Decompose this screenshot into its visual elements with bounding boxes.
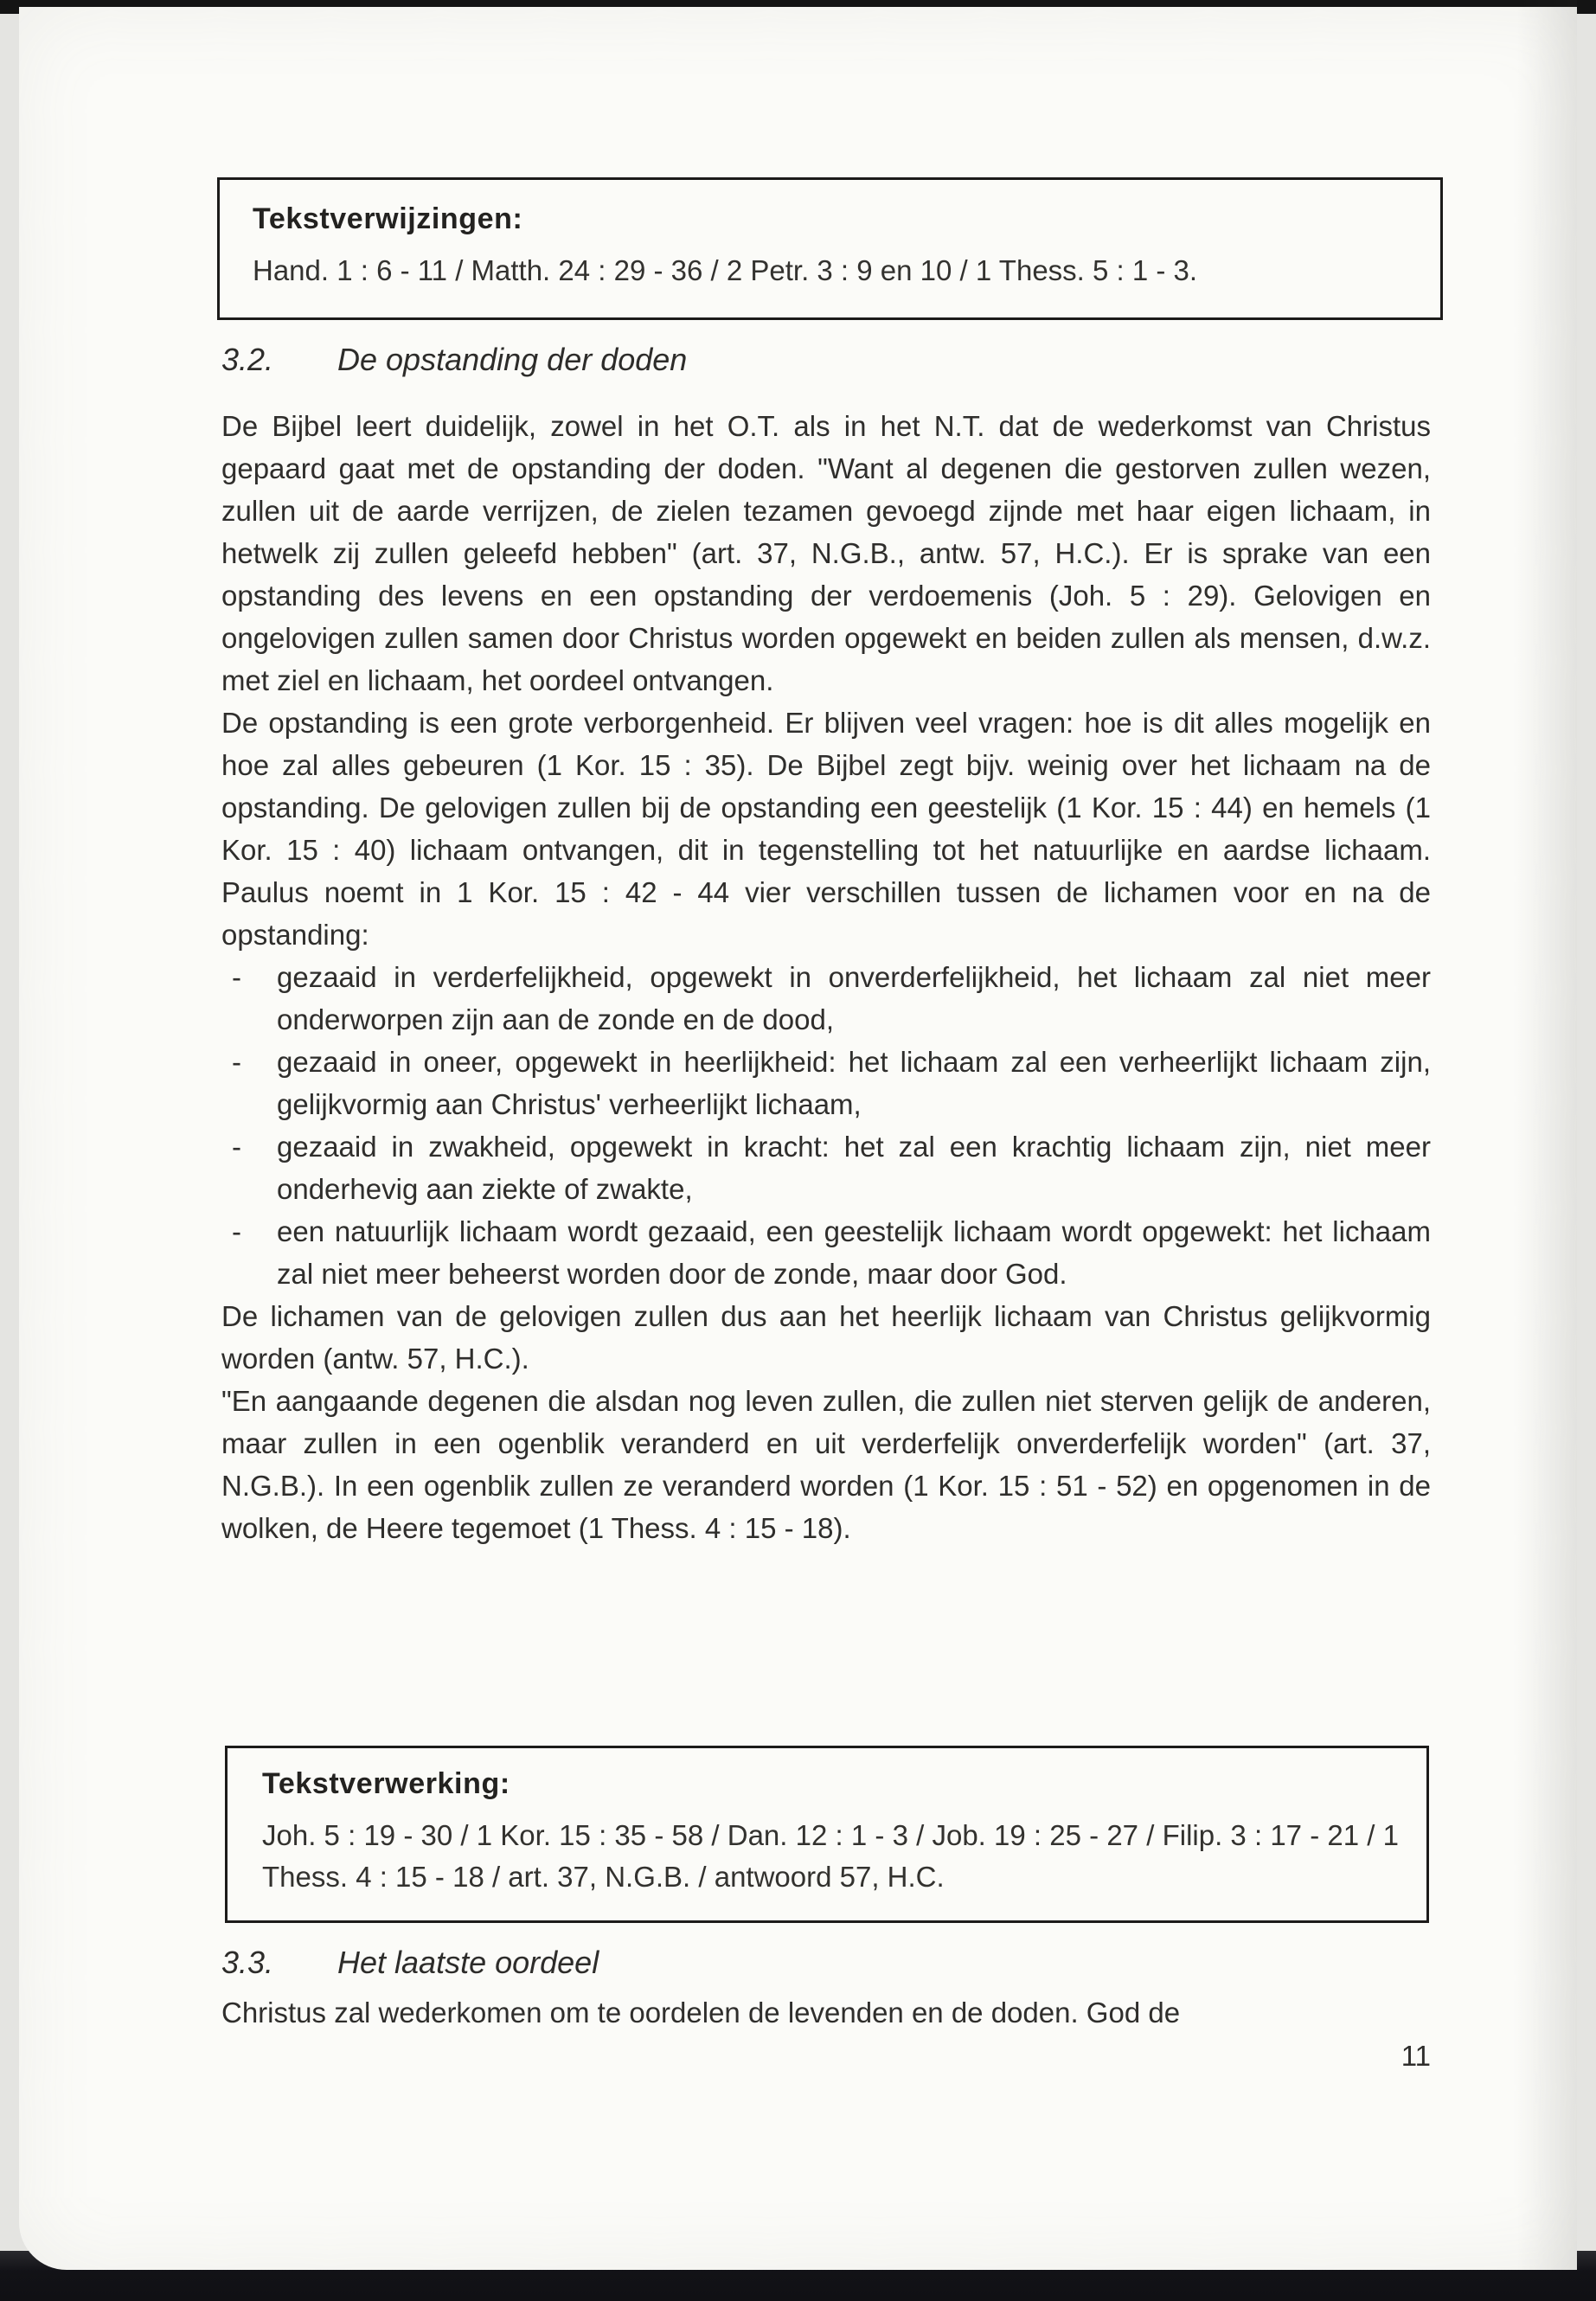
paragraph: De lichamen van de gelovigen zullen dus aan het heerlijk lichaam van Christus gelijkvormig worden (antw. 57, H.C.). bbox=[221, 1300, 1431, 1375]
section-number: 3.2. bbox=[221, 342, 274, 377]
list-item bbox=[221, 1210, 1431, 1295]
verwerking-box bbox=[225, 1746, 1429, 1923]
section-title: De opstanding der doden bbox=[337, 342, 688, 377]
list-item bbox=[221, 956, 1431, 1041]
section-title: Het laatste oordeel bbox=[337, 1945, 599, 1980]
bullet-text: gezaaid in zwakheid, opgewekt in kracht: het zal een krachtig lichaam zijn, niet meer onderhevig aan ziekte of zwakte, bbox=[277, 1131, 1431, 1205]
page-number: 11 bbox=[1401, 2040, 1431, 2072]
references-box-text: Hand. 1 : 6 - 11 / Matth. 24 : 29 - 36 / 2 Petr. 3 : 9 en 10 / 1 Thess. 5 : 1 - 3. bbox=[253, 254, 1198, 286]
verwerking-box-title: Tekstverwerking: bbox=[262, 1767, 510, 1800]
bullet-dash: - bbox=[232, 1131, 241, 1163]
paragraph: "En aangaande degenen die alsdan nog leven zullen, die zullen niet sterven gelijk de anderen, maar zullen in een ogenblik veranderd en uit verderfelijk onverderfelijk worden" (art. 37, N.G.B.). In een ogenblik zullen ze veranderd worden (1 Kor. 15 : 51 - 52) en opgenomen in de wolken, de Heere tegemoet (1 Thess. 4 : 15 - 18). bbox=[221, 1385, 1431, 1544]
paragraph: De Bijbel leert duidelijk, zowel in het O.T. als in het N.T. dat de wederkomst van Christus gepaard gaat met de opstanding der doden. "Want al degenen die gestorven zullen wezen, zullen uit de aarde verrijzen, de zielen tezamen gevoegd zijnde met haar eigen lichaam, in hetwelk zij zullen geleefd hebben" (art. 37, N.G.B., antw. 57, H.C.). Er is sprake van een opstanding des levens en een opstanding der verdoemenis (Joh. 5 : 29). Gelovigen en ongelovigen zullen samen door Christus worden opgewekt en beiden zullen als mensen, d.w.z. met ziel en lichaam, het oordeel ontvangen. bbox=[221, 410, 1431, 696]
references-box bbox=[217, 177, 1443, 320]
bullet-dash: - bbox=[232, 1215, 241, 1247]
paragraph: De opstanding is een grote verborgenheid. Er blijven veel vragen: hoe is dit alles mogelijk en hoe zal alles gebeuren (1 Kor. 15 : 35). De Bijbel zegt bijv. weinig over het lichaam na de opstanding. De gelovigen zullen bij de opstanding een geestelijk (1 Kor. 15 : 44) en hemels (1 Kor. 15 : 40) lichaam ontvangen, dit in tegenstelling tot het natuurlijke en aardse lichaam. Paulus noemt in 1 Kor. 15 : 42 - 44 vier verschillen tussen de lichamen voor en na de opstanding: bbox=[221, 707, 1431, 951]
list-item bbox=[221, 1041, 1431, 1125]
section-heading-3-3 bbox=[221, 1945, 599, 1981]
section-heading-3-2 bbox=[221, 342, 687, 378]
section-3-3-paragraph: Christus zal wederkomen om te oordelen de levenden en de doden. God de bbox=[221, 1997, 1181, 2029]
verwerking-box-text: Joh. 5 : 19 - 30 / 1 Kor. 15 : 35 - 58 / Dan. 12 : 1 - 3 / Job. 19 : 25 - 27 / Filip. 3 : 17 - 21 / 1 Thess. 4 : 15 - 18 / art. 37, N.G.B. / antwoord 57, H.C. bbox=[262, 1819, 1399, 1893]
bullet-text: gezaaid in oneer, opgewekt in heerlijkheid: het lichaam zal een verheerlijkt lichaam zijn, gelijkvormig aan Christus' verheerlijkt lichaam, bbox=[277, 1046, 1431, 1120]
section-3-2-body bbox=[221, 405, 1431, 1549]
bullet-text: gezaaid in verderfelijkheid, opgewekt in onverderfelijkheid, het lichaam zal niet meer onderworpen zijn aan de zonde en de dood, bbox=[277, 961, 1431, 1035]
bullet-text: een natuurlijk lichaam wordt gezaaid, een geestelijk lichaam wordt opgewekt: het lichaam zal niet meer beheerst worden door de zonde, maar door God. bbox=[277, 1215, 1431, 1290]
bullet-dash: - bbox=[232, 1046, 241, 1078]
bullet-dash: - bbox=[232, 961, 241, 993]
section-number: 3.3. bbox=[221, 1945, 274, 1980]
references-box-title: Tekstverwijzingen: bbox=[253, 202, 523, 235]
list-item bbox=[221, 1125, 1431, 1210]
